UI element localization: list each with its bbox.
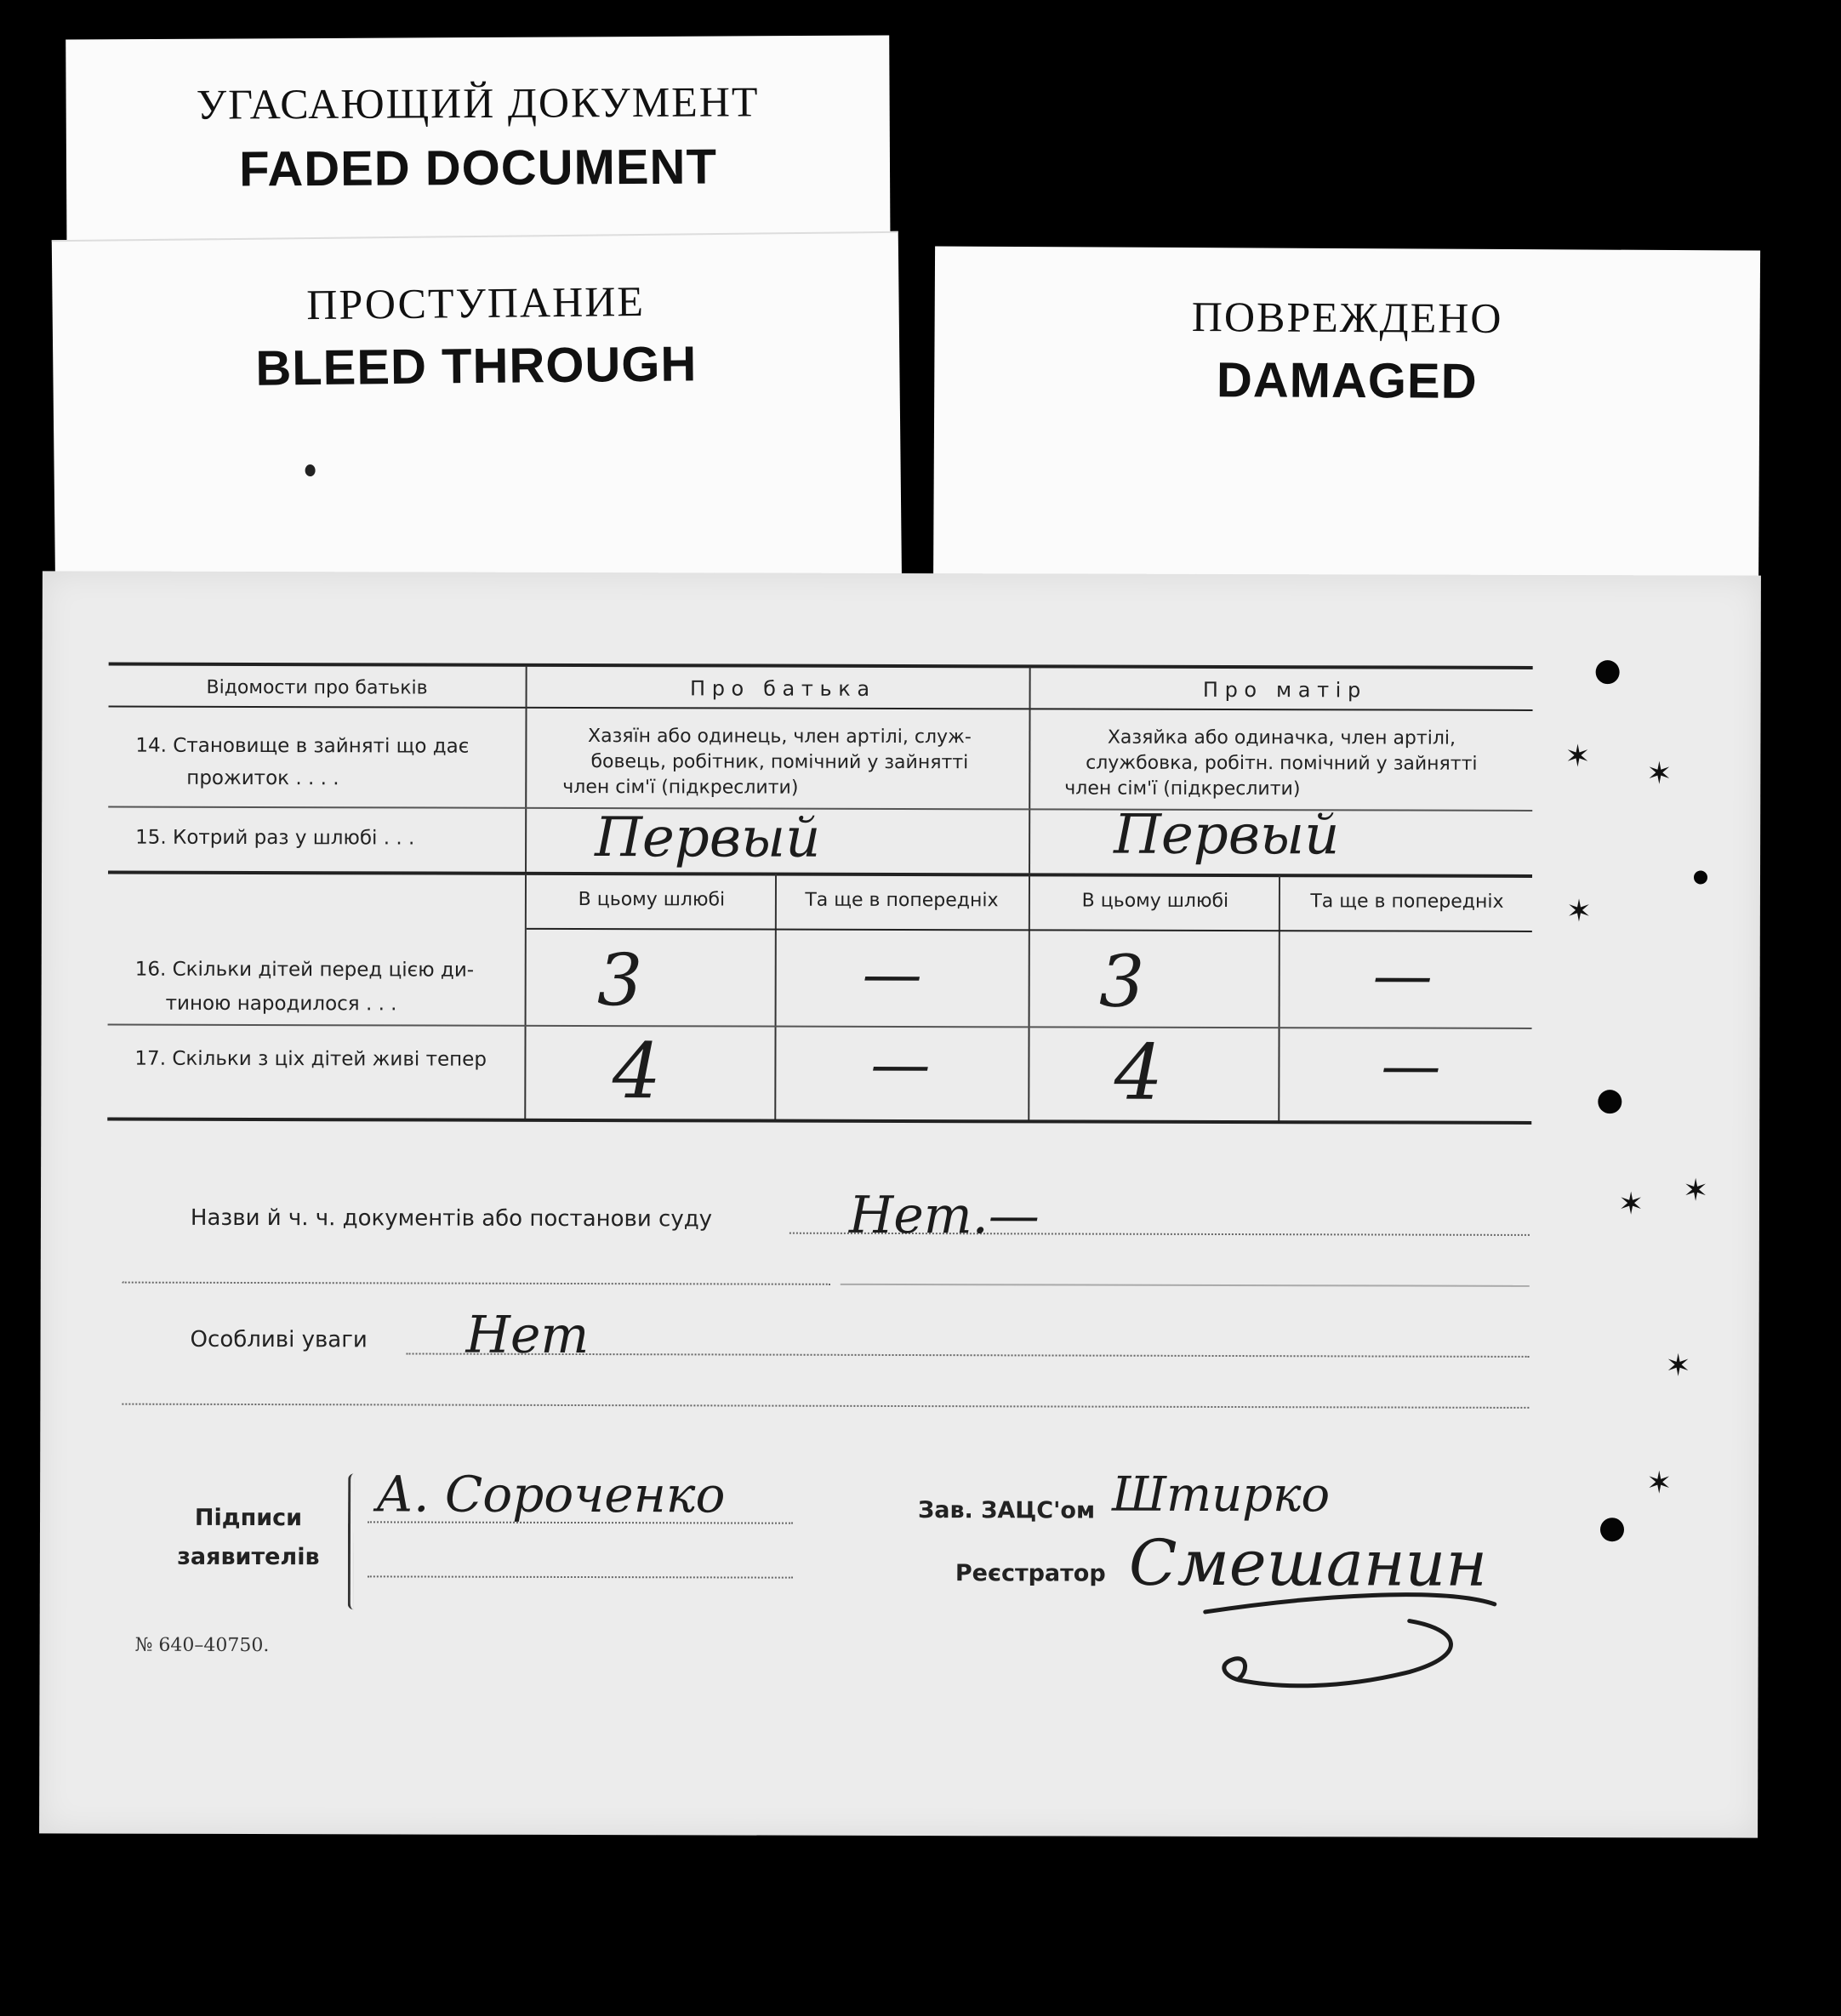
signatures-brace <box>348 1473 354 1609</box>
row17-label: 17. Скільки з ціх дітей живі тепер <box>134 1047 487 1071</box>
row17-mother-prev-value: — <box>1381 1030 1441 1101</box>
header-about-mother: П р о м а т і р <box>1202 677 1361 703</box>
tear-mark: ✶ <box>1565 894 1593 930</box>
bleed-slip-en-text: BLEED THROUGH <box>255 336 698 396</box>
punch-hole <box>1694 870 1707 884</box>
row14-father-options <box>528 724 1030 802</box>
punch-hole <box>1598 1090 1622 1113</box>
documents-line-3 <box>841 1284 1530 1287</box>
row14-father-line1: Хазяїн або одинець, член артілі, служ- <box>588 726 972 749</box>
row15-label: 15. Котрий раз у шлюбі . . . <box>135 826 415 850</box>
table-top-rule <box>109 663 1533 669</box>
row17-father-prev-value: — <box>870 1028 931 1100</box>
signatures-label-line1: Підписи <box>194 1504 303 1532</box>
remarks-handwritten: Нет <box>465 1305 590 1366</box>
registrar-signature: Смешанин <box>1128 1526 1488 1601</box>
head-of-registry-signature: Штирко <box>1112 1466 1331 1523</box>
row17-father-this-value: 4 <box>612 1027 662 1117</box>
row14-mother-line2: службовка, робітн. помічний у зайнятті <box>1086 752 1478 775</box>
col-divider <box>525 666 527 872</box>
subheader-mother-this: В цьому шлюбі <box>1081 890 1229 913</box>
applicant-signature-line-1 <box>368 1521 793 1523</box>
row15-thick-rule <box>108 871 1532 878</box>
ink-speck <box>305 464 316 476</box>
row16-label <box>135 953 518 1022</box>
row14-mother-options <box>1030 725 1532 803</box>
row15-mother-handwritten: Первый <box>1114 803 1340 868</box>
form-number: № 640–40750. <box>134 1634 270 1657</box>
tear-mark: ✶ <box>1646 1466 1673 1501</box>
subheader-father-this: В цьому шлюбі <box>578 889 726 911</box>
faded-slip-ru-text: УГАСАЮЩИЙ ДОКУМЕНТ <box>196 77 760 128</box>
row16-father-prev-value: — <box>862 938 922 1010</box>
documents-label: Назви й ч. ч. документів або постанови суду <box>190 1204 713 1233</box>
col-divider <box>774 874 777 1121</box>
bleed-through-slip <box>52 231 902 607</box>
faded-slip-en-text: FADED DOCUMENT <box>238 139 718 197</box>
documents-handwritten: Нет.— <box>848 1185 1040 1246</box>
row16-mother-this-value: 3 <box>1098 939 1145 1023</box>
row16-father-this-value: 3 <box>596 938 643 1022</box>
remarks-label: Особливі уваги <box>190 1326 368 1353</box>
row14-father-line2: бовець, робітник, помічний у зайнятті <box>590 751 969 774</box>
punch-hole <box>1596 660 1620 684</box>
civil-registry-form-card <box>39 571 1761 1837</box>
bleed-slip-ru-text: ПРОСТУПАНИЕ <box>306 276 646 329</box>
registrar-label: Реєстратор <box>955 1560 1106 1587</box>
damaged-slip-en-text: DAMAGED <box>1216 352 1478 409</box>
table-bottom-rule <box>107 1118 1531 1125</box>
applicant-signature: А. Сороченко <box>376 1465 726 1524</box>
tear-mark: ✶ <box>1565 739 1591 775</box>
row15-father-handwritten: Первый <box>595 806 821 870</box>
tear-mark: ✶ <box>1646 756 1673 792</box>
subheader-mother-prev: Та ще в попередніх <box>1310 891 1504 913</box>
col-divider <box>1028 874 1030 1121</box>
signatures-label <box>168 1499 329 1577</box>
col-divider <box>524 874 527 1120</box>
row14-father-line3: член сім'ї (підкреслити) <box>562 776 799 799</box>
row14-mother-line3: член сім'ї (підкреслити) <box>1064 777 1301 800</box>
row17-mother-this-value: 4 <box>1114 1028 1164 1118</box>
punch-hole <box>1600 1518 1624 1541</box>
row16-label-line1: 16. Скільки дітей перед цією ди- <box>134 958 475 982</box>
row16-mother-prev-value: — <box>1372 940 1433 1011</box>
header-rule <box>109 706 1533 711</box>
damaged-slip <box>933 246 1760 607</box>
tear-mark: ✶ <box>1665 1348 1691 1384</box>
signatures-label-line2: заявителів <box>177 1543 320 1571</box>
remarks-line-2 <box>122 1404 1529 1409</box>
tear-mark: ✶ <box>1617 1187 1644 1222</box>
col-divider <box>1278 875 1280 1122</box>
header-about-father: П р о б а т ь к а <box>690 676 870 701</box>
damaged-slip-ru-text: ПОВРЕЖДЕНО <box>1191 293 1503 342</box>
row16-rule <box>108 1024 1532 1029</box>
registrar-signature-flourish <box>1188 1578 1511 1715</box>
row14-label-line2: прожиток . . . . <box>186 766 339 790</box>
row14-label-line1: 14. Становище в зайняті що дає <box>135 734 470 758</box>
row16-label-line2: тиною народилося . . . <box>165 992 397 1016</box>
documents-line-2 <box>123 1282 830 1285</box>
subheader-father-prev: Та ще в попередніх <box>805 889 999 912</box>
header-parents-info: Відомости про батьків <box>206 676 428 699</box>
row14-label <box>135 730 518 795</box>
applicant-signature-line-2 <box>368 1575 793 1578</box>
row14-mother-line1: Хазяйка або одиначка, член артілі, <box>1107 726 1456 749</box>
head-of-registry-label: Зав. ЗАЦС'ом <box>918 1497 1096 1524</box>
tear-mark: ✶ <box>1682 1173 1709 1209</box>
